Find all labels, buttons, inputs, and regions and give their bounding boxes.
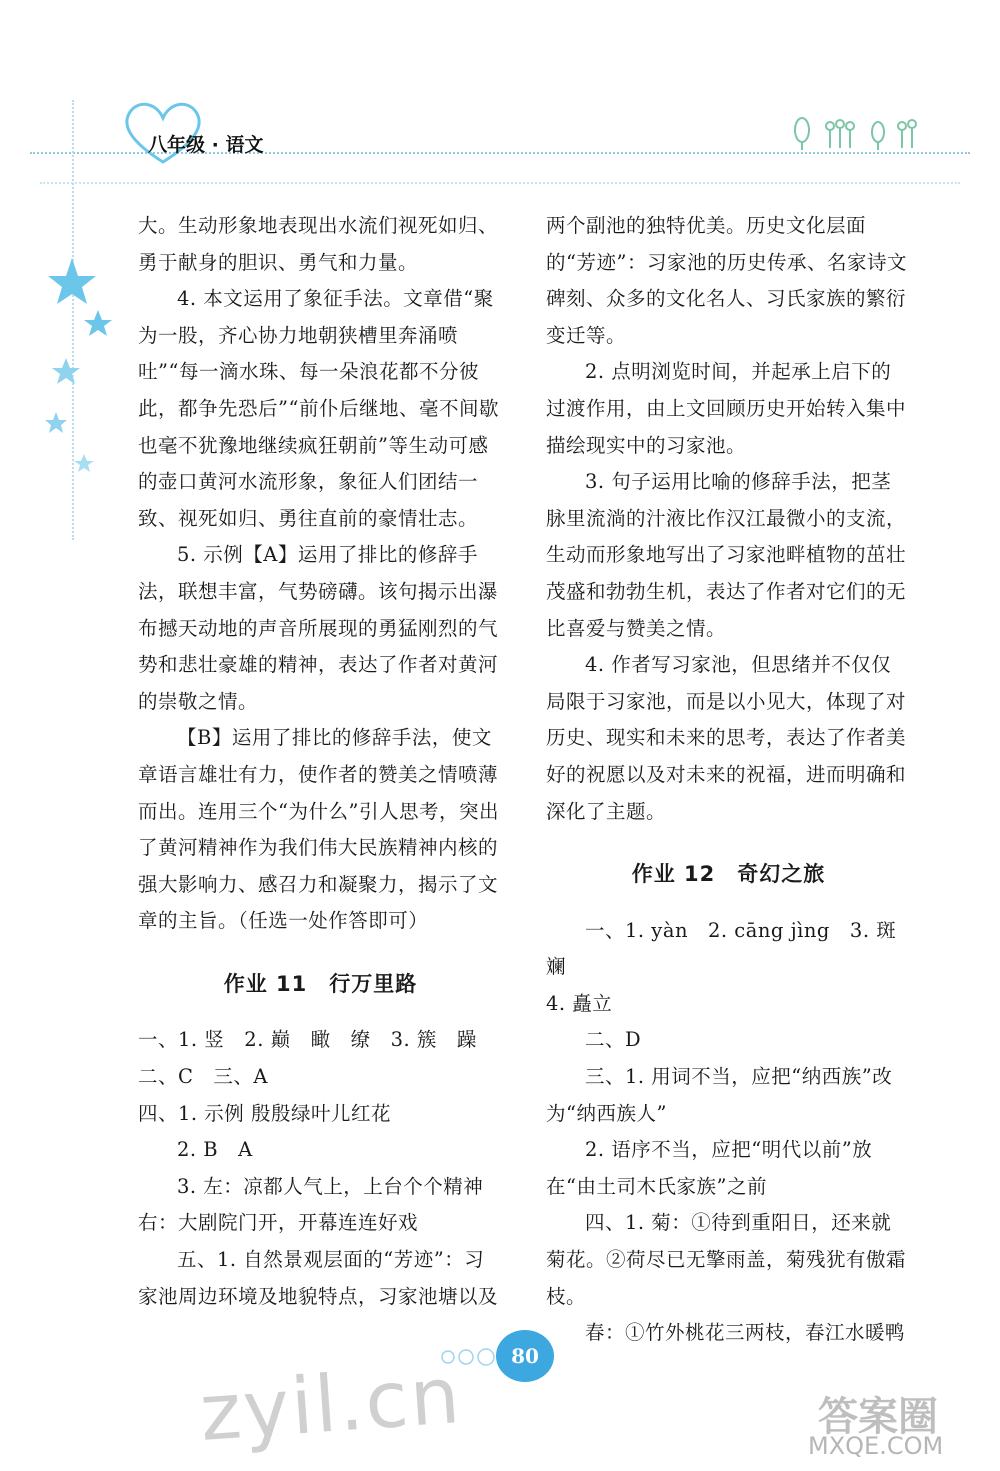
answer-paragraph: 【B】运用了排比的修辞手法，使文章语言雄壮有力，使作者的赞美之情喷薄而出。连用三个“为什么”引人思考，突出了黄河精神作为我们伟大民族精神内核的强大影响力、感召力和凝聚力，揭示了文章的主旨。（任选一处作答即可） [138, 726, 499, 933]
answer-paragraph: 五、1. 自然景观层面的“芳迹”：习家池周边环境及地貌特点，习家池塘以及 [138, 1248, 499, 1308]
star-icon [40, 258, 120, 478]
answer-paragraph: 大。生动形象地表现出水流们视死如归、勇于献身的胆识、勇气和力量。 [138, 214, 499, 274]
answer-paragraph: 两个副池的独特优美。历史文化层面的“芳迹”：习家池的历史传承、名家诗文碑刻、众多的文化名人、习氏家族的繁衍变迁等。 [546, 214, 907, 347]
answer-paragraph: 2. 语序不当，应把“明代以前”放在“由土司木氏家族”之前 [546, 1138, 873, 1198]
answer-paragraph: 4. 矗立 [546, 991, 613, 1015]
answer-paragraph: 2. 点明浏览时间，并起承上启下的过渡作用，由上文回顾历史开始转入集中描绘现实中的习家池。 [546, 360, 907, 457]
answer-paragraph: 3. 句子运用比喻的修辞手法，把茎脉里流淌的汁液比作汉江最微小的支流，生动而形象地写出了习家池畔植物的茁壮茂盛和勃勃生机，表达了作者对它们的无比喜爱与赞美之情。 [546, 470, 907, 640]
header-dotted-line-secondary [40, 182, 960, 184]
watermark-stamp: 答案圈 [818, 1394, 938, 1440]
answer-paragraph: 二、C 三、A [138, 1065, 269, 1089]
answer-paragraph: 4. 本文运用了象征手法。文章借“聚为一股，齐心协力地朝狭槽里奔涌喷吐”“每一滴水珠、每一朵浪花都不分彼此，都争先恐后”“前仆后继地、毫不间歇也毫不犹豫地继续疯狂朝前”等生动可感的壶口黄河水流形象，象征人们团结一致、视死如归、勇往直前的豪情壮志。 [138, 287, 499, 530]
header-title: 八年级 · 语文 [148, 134, 264, 156]
answer-paragraph: 四、1. 示例 殷殷绿叶儿红花 [138, 1101, 392, 1125]
page-number: 80 [496, 1330, 554, 1382]
watermark-url: MXQE.COM [808, 1432, 944, 1460]
answer-paragraph: 2. B A [177, 1138, 253, 1162]
right-column [546, 208, 911, 1352]
section-heading: 作业 12 奇幻之旅 [631, 862, 826, 887]
answer-paragraph: 5. 示例【A】运用了排比的修辞手法，联想丰富，气势磅礴。该句揭示出瀑布撼天动地的声音所展现的勇猛刚烈的气势和悲壮豪雄的精神，表达了作者对黄河的崇敬之情。 [138, 543, 499, 713]
answer-paragraph: 春：①竹外桃花三两枝，春江水暖鸭 [585, 1321, 906, 1345]
answer-paragraph: 4. 作者写习家池，但思绪并不仅仅局限于习家池，而是以小见大，体现了对历史、现实和未来的思考，表达了作者美好的祝愿以及对未来的祝福，进而明确和深化了主题。 [546, 653, 907, 823]
section-heading: 作业 11 行万里路 [223, 971, 418, 996]
tree-icon [790, 112, 930, 152]
answer-paragraph: 二、D [585, 1028, 642, 1052]
answer-paragraph: 三、1. 用词不当，应把“纳西族”改为“纳西族人” [546, 1065, 893, 1125]
answer-paragraph: 右：大剧院门开，开幕连连好戏 [138, 1211, 419, 1235]
left-column [138, 208, 503, 1315]
answer-paragraph: 一、1. 竖 2. 巅 瞰 缭 3. 簇 躁 [138, 1028, 477, 1052]
watermark-logo: zyil.cn [197, 1350, 465, 1460]
answer-paragraph: 一、1. yàn 2. cāng jìng 3. 斑斓 [546, 918, 897, 979]
answer-paragraph: 3. 左：凉都人气上，上台个个精神 [177, 1174, 484, 1198]
answer-paragraph: 四、1. 菊：①待到重阳日，还来就菊花。②荷尽已无擎雨盖，菊残犹有傲霜枝。 [546, 1211, 907, 1308]
